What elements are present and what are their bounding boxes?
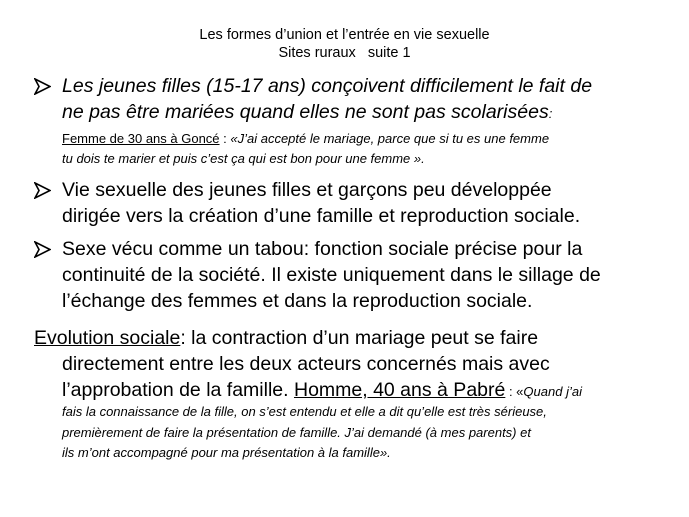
bullet-3-line-1: Sexe vécu comme un tabou: fonction sociale précise pour la (62, 238, 583, 260)
title-line-2 (0, 44, 689, 62)
evolution-label: Evolution sociale (34, 327, 181, 349)
bullet-3-line-2: continuité de la société. Il existe uniquement dans le sillage de (62, 264, 601, 286)
bullet-2-line-2: dirigée vers la création d’une famille et reproduction sociale. (62, 205, 581, 227)
quote-1-line-1: «J’ai accepté le mariage, parce que si tu es une femme (230, 131, 550, 146)
title-line-1: Les formes d’union et l’entrée en vie sexuelle (199, 27, 490, 43)
evolution-paragraph: Evolution sociale: la contraction d’un mariage peut se faire directement entre les deux acteurs concernés mais avec l’approbation de la famille. Homme, 40 ans à Pabré : «Quand j’ai (34, 325, 679, 403)
title-site: Sites ruraux (278, 45, 356, 61)
evolution-quote-line-3: premièrement de faire la présentation de famille. J’ai demandé (à mes parents) et (62, 424, 531, 440)
evolution-quote (62, 402, 682, 464)
slide-title (0, 26, 689, 62)
arrow-bullet-icon (34, 241, 54, 258)
evolution-quote-line-2: fais la connaissance de la fille, on s’est entendu et elle a dit qu’elle est très sérieuse, (62, 404, 547, 419)
quote-1: Femme de 30 ans à Goncé : «J’ai accepté le mariage, parce que si tu es une femme tu dois te marier et puis c’est ça qui est bon pour une femme ». (62, 129, 682, 169)
title-suite: suite 1 (367, 45, 411, 61)
bullet-1-line-1: Les jeunes filles (15-17 ans) conçoivent difficilement le fait de (62, 75, 593, 97)
evolution-speaker: Homme, 40 ans à Pabré (293, 379, 506, 401)
quote-1-line-2: tu dois te marier et puis c’est ça qui est bon pour une femme ». (62, 151, 425, 166)
bullet-3-line-3: l’échange des femmes et dans la reproduction sociale. (62, 290, 533, 312)
evolution-line-2: directement entre les deux acteurs concernés mais avec (62, 353, 550, 375)
quote-1-speaker: Femme de 30 ans à Goncé (62, 131, 220, 146)
bullet-1-line-2: ne pas être mariées quand elles ne sont pas scolarisées: (62, 101, 553, 123)
arrow-bullet-icon (34, 182, 54, 199)
arrow-bullet-icon (34, 78, 54, 95)
bullet-2-line-1: Vie sexuelle des jeunes filles et garçons peu développée (62, 179, 552, 201)
evolution-quote-line-4: ils m’ont accompagné pour ma présentation à la famille». (62, 445, 391, 460)
